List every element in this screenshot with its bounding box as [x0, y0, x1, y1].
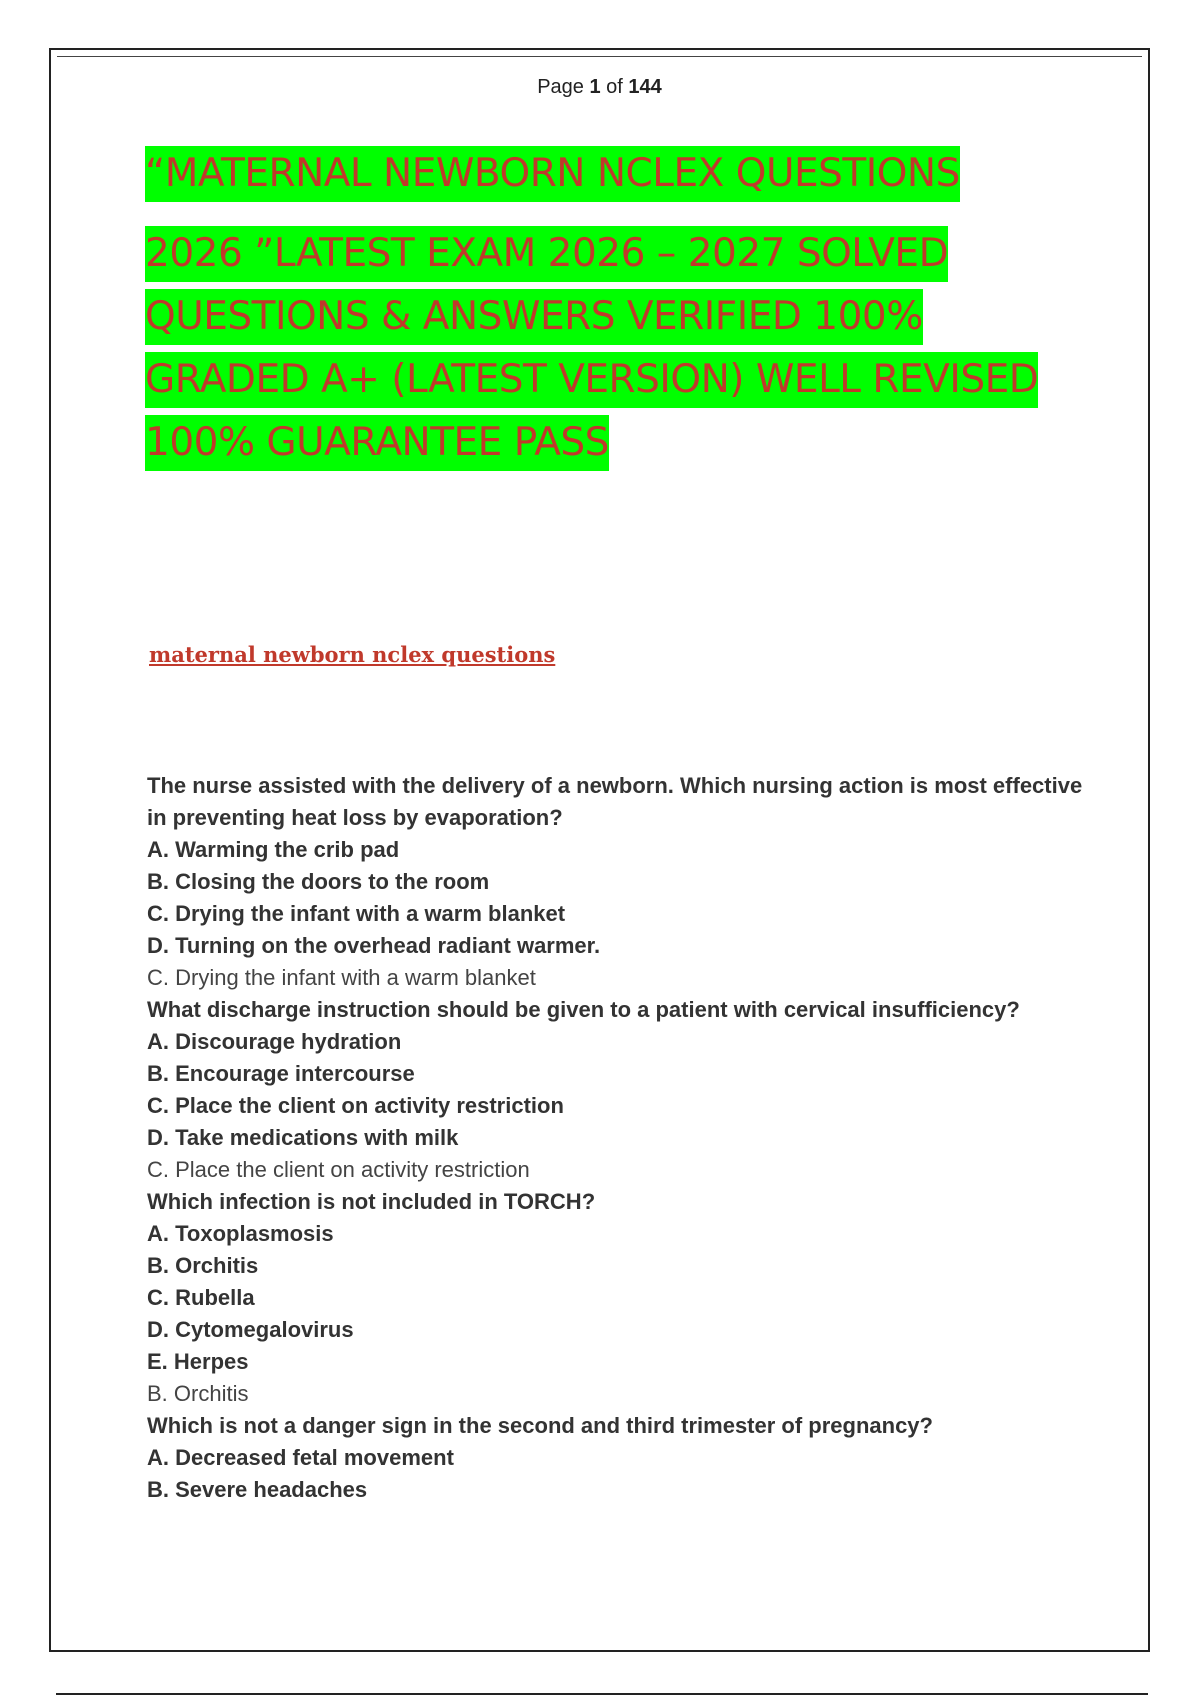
header-rule — [57, 56, 1142, 57]
question-text: What discharge instruction should be given to a patient with cervical insufficiency? — [147, 997, 1020, 1022]
title-line: “MATERNAL NEWBORN NCLEX QUESTIONS — [145, 146, 1095, 200]
option: A. Discourage hydration — [147, 1029, 402, 1054]
document-title — [145, 146, 1095, 478]
option: A. Toxoplasmosis — [147, 1221, 334, 1246]
option: E. Herpes — [147, 1349, 249, 1374]
option: D. Turning on the overhead radiant warmer. — [147, 933, 601, 958]
question-list — [147, 770, 1107, 1506]
answer: C. Place the client on activity restriction — [147, 1157, 530, 1182]
question-text: Which infection is not included in TORCH? — [147, 1189, 596, 1214]
question-text: Which is not a danger sign in the second and third trimester of pregnancy? — [147, 1413, 933, 1438]
title-line: 100% GUARANTEE PASS — [145, 415, 1095, 469]
option: B. Closing the doors to the room — [147, 869, 490, 894]
option: B. Severe headaches — [147, 1477, 368, 1502]
option: B. Encourage intercourse — [147, 1061, 415, 1086]
answer: C. Drying the infant with a warm blanket — [147, 965, 536, 990]
next-page-edge — [56, 1693, 1148, 1695]
page-total: 144 — [628, 76, 662, 98]
page-current: 1 — [589, 76, 601, 98]
option: C. Drying the infant with a warm blanket — [147, 901, 566, 926]
page-number — [51, 76, 1148, 99]
option: D. Cytomegalovirus — [147, 1317, 354, 1342]
section-subtitle: maternal newborn nclex questions — [149, 642, 556, 667]
option: D. Take medications with milk — [147, 1125, 459, 1150]
answer: B. Orchitis — [147, 1381, 249, 1406]
page-frame — [49, 48, 1150, 1652]
title-line: QUESTIONS & ANSWERS VERIFIED 100% — [145, 289, 1095, 343]
option: B. Orchitis — [147, 1253, 259, 1278]
title-line: 2026 ”LATEST EXAM 2026 – 2027 SOLVED — [145, 226, 1095, 280]
option: C. Rubella — [147, 1285, 255, 1310]
question-text: The nurse assisted with the delivery of a newborn. Which nursing action is most effective in preventing heat loss by evaporation? — [147, 773, 1083, 830]
title-line: GRADED A+ (LATEST VERSION) WELL REVISED — [145, 352, 1095, 406]
option: C. Place the client on activity restriction — [147, 1093, 564, 1118]
page-of: of — [606, 76, 623, 98]
option: A. Decreased fetal movement — [147, 1445, 454, 1470]
option: A. Warming the crib pad — [147, 837, 400, 862]
page-prefix: Page — [537, 76, 584, 98]
